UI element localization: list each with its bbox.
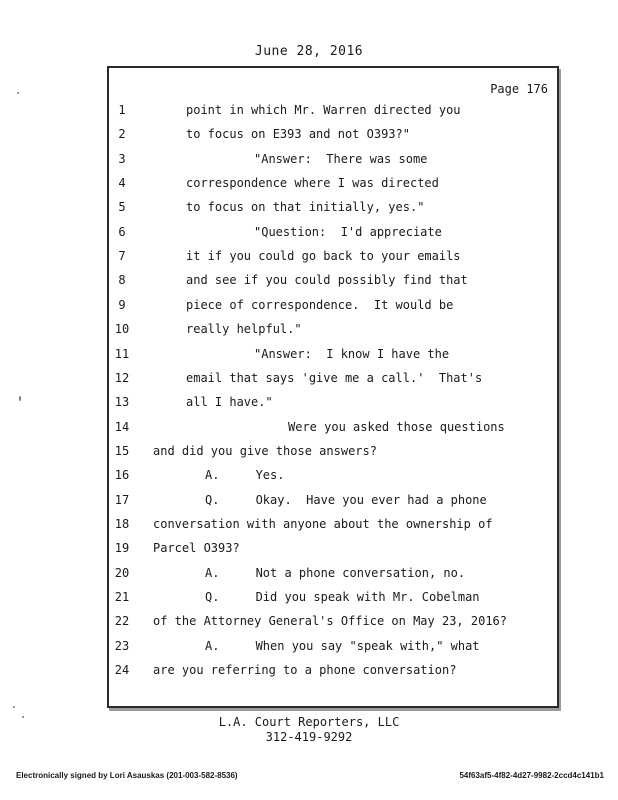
line-text: to focus on that initially, yes." (186, 200, 425, 215)
line-number: 1 (118, 103, 126, 117)
transcript-line (0, 639, 618, 659)
transcript-line (0, 200, 618, 220)
transcript-line (0, 249, 618, 269)
line-text: really helpful." (186, 322, 302, 337)
transcript-line (0, 103, 618, 123)
transcript-line (0, 127, 618, 147)
line-text: Parcel O393? (153, 541, 240, 556)
transcript-line (0, 176, 618, 196)
transcript-line (0, 566, 618, 586)
line-number: 2 (118, 127, 126, 142)
line-number: 15 (114, 443, 130, 458)
line-number: 17 (114, 492, 130, 507)
scan-speck (19, 396, 21, 401)
page-number: Page 176 (490, 82, 548, 96)
line-text: of the Attorney General's Office on May 23, 2016? (153, 614, 508, 629)
transcript-line (0, 663, 618, 683)
line-text: A. When you say "speak with," what (205, 638, 480, 653)
scan-speck (22, 716, 24, 718)
line-text: and did you give those answers? (153, 443, 377, 458)
line-text: and see if you could possibly find that (186, 273, 468, 288)
line-text: are you referring to a phone conversation? (153, 663, 457, 678)
line-number: 5 (118, 200, 126, 215)
transcript-line (0, 517, 618, 537)
line-text: it if you could go back to your emails (186, 249, 461, 264)
line-number: 20 (114, 565, 130, 580)
line-text: Were you asked those questions (288, 419, 505, 434)
scan-speck (17, 92, 19, 94)
scan-speck (13, 706, 15, 708)
line-text: A. Yes. (205, 468, 285, 483)
transcript-line (0, 614, 618, 634)
document-hash: 54f63af5-4f82-4d27-9982-2ccd4c141b1 (459, 771, 604, 780)
transcript-line (0, 273, 618, 293)
line-number: 18 (114, 516, 130, 531)
line-text: email that says 'give me a call.' That's (186, 370, 483, 385)
transcript-line (0, 444, 618, 464)
line-number: 12 (114, 370, 130, 385)
line-number: 22 (114, 614, 130, 629)
line-text: "Answer: I know I have the (254, 346, 450, 361)
transcript-line (0, 420, 618, 440)
transcript-line (0, 468, 618, 488)
line-number: 7 (118, 249, 126, 264)
line-number: 8 (118, 273, 126, 288)
line-number: 21 (114, 590, 130, 604)
transcript-line (0, 322, 618, 342)
line-text: conversation with anyone about the ownership of (153, 516, 493, 531)
header-date: June 28, 2016 (254, 44, 364, 59)
line-number: 6 (118, 224, 126, 239)
line-number: 13 (114, 395, 130, 410)
line-number: 3 (118, 151, 126, 166)
transcript-line (0, 371, 618, 391)
line-number: 9 (118, 297, 126, 312)
reporter-phone: 312-419-9292 (265, 730, 353, 744)
line-text: correspondence where I was directed (186, 176, 439, 191)
line-number: 10 (114, 322, 130, 337)
line-text: point in which Mr. Warren directed you (186, 103, 461, 117)
line-text: Q. Did you speak with Mr. Cobelman (205, 590, 480, 604)
line-number: 23 (114, 638, 130, 653)
transcript-line (0, 225, 618, 245)
line-number: 4 (118, 176, 126, 191)
line-text: to focus on E393 and not O393?" (186, 127, 410, 142)
transcript-line (0, 347, 618, 367)
line-text: all I have." (186, 395, 273, 410)
transcript-line (0, 590, 618, 610)
line-text: "Answer: There was some (254, 151, 428, 166)
line-number: 14 (114, 419, 130, 434)
court-reporter-footer (0, 715, 618, 745)
line-text: Q. Okay. Have you ever had a phone (205, 492, 487, 507)
transcript-line (0, 298, 618, 318)
line-number: 16 (114, 468, 130, 483)
line-number: 11 (114, 346, 130, 361)
electronic-signature: Electronically signed by Lori Asauskas (201-003-582-8536) (16, 771, 238, 780)
transcript-line (0, 541, 618, 561)
transcript-line (0, 493, 618, 513)
line-number: 24 (114, 663, 130, 678)
transcript-line (0, 395, 618, 415)
line-text: A. Not a phone conversation, no. (205, 565, 466, 580)
line-number: 19 (114, 541, 130, 556)
line-text: piece of correspondence. It would be (186, 297, 454, 312)
transcript-line (0, 152, 618, 172)
line-text: "Question: I'd appreciate (254, 224, 442, 239)
reporter-name: L.A. Court Reporters, LLC (218, 715, 400, 729)
